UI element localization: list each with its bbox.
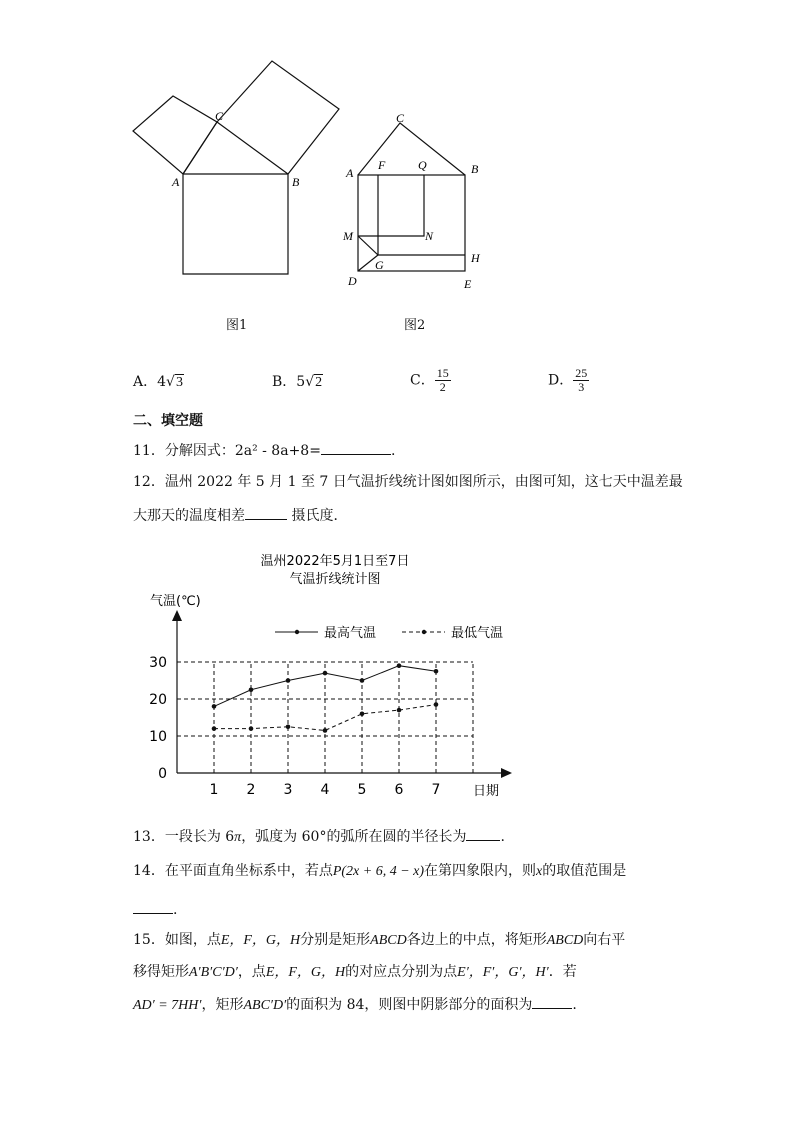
fig2-label-b: B [471,162,479,176]
data-point [286,678,291,683]
fig2-label-f: F [378,158,386,172]
chart-x-label: 日期 [473,784,500,799]
fig2-label-c: C [396,111,405,125]
data-point [397,708,402,713]
figure-1 [120,50,360,290]
question-15-line2: 移得矩形A′B′C′D′，点E，F，G，H的对应点分别为点E′，F′，G′，H′．若 [133,964,577,980]
x-tick-label: 2 [246,782,256,798]
fig2-label-n: N [425,229,434,243]
choice-b: B．5√2 [272,374,323,390]
x-tick-label: 6 [394,782,404,798]
chart-y-label: 气温(℃) [150,594,201,609]
data-point [360,678,365,683]
fig1-square-ab [183,174,288,274]
question-12-line1: 12．温州 2022 年 5 月 1 至 7 日气温折线统计图如图所示，由图可知，这七天中温差最 [133,474,683,490]
data-point [249,726,254,731]
answer-blank[interactable] [245,505,287,520]
choice-a: A．4√3 [133,374,183,390]
fig2-label-h: H [471,251,480,265]
data-point [434,669,439,674]
grid [177,662,473,773]
question-15-line3: AD′ = 7HH′，矩形ABC′D′的面积为 84，则图中阴影部分的面积为 . [133,994,577,1016]
fig2-label-g: G [375,258,384,272]
x-tick-label: 7 [431,782,441,798]
legend-max: 最高气温 [324,626,377,641]
fig1-square-bc [217,61,339,174]
y-tick-label: 10 [149,729,167,745]
fig2-label-d: D [348,274,357,288]
y-tick-label: 20 [149,692,167,708]
fig1-label-c: C [215,109,224,123]
x-axis-arrow [501,768,512,778]
tick-labels [149,655,440,798]
x-tick-label: 1 [209,782,219,798]
question-15-line1: 15．如图，点E，F，G，H分别是矩形ABCD各边上的中点，将矩形ABCD向右平 [133,932,626,948]
figure-2 [340,105,500,295]
legend-min: 最低气温 [451,626,504,641]
chart-title-line2: 气温折线统计图 [289,572,381,587]
y-tick-label: 0 [158,766,167,782]
data-point [360,712,365,717]
answer-blank[interactable] [532,994,572,1009]
data-point [212,726,217,731]
answer-blank[interactable] [466,826,500,841]
data-point [212,704,217,709]
fig1-label-b: B [292,175,300,189]
legend [275,625,503,641]
y-tick-label: 30 [149,655,167,671]
data-point [323,671,328,676]
answer-blank[interactable] [321,440,391,455]
fig1-square-ac [133,96,217,174]
chart-title-line1: 温州2022年5月1日至7日 [260,554,410,569]
y-axis-arrow [172,610,182,621]
x-tick-label: 3 [283,782,293,798]
fig1-label-a: A [172,175,180,189]
data-point [397,663,402,668]
choice-c: C． $\frac{15}{2}$ [410,366,449,394]
x-tick-label: 4 [320,782,330,798]
data-point [323,728,328,733]
x-tick-label: 5 [357,782,367,798]
question-14: 14．在平面直角坐标系中，若点P(2x + 6, 4 − x)在第四象限内，则x的取值范围是 [133,863,627,879]
answer-blank[interactable] [133,899,173,914]
fig2-label-a: A [346,166,354,180]
temperature-line-chart [140,548,530,803]
data-point [249,687,254,692]
question-11: 11．分解因式：2a² - 8a+8= . [133,440,395,461]
figure-1-caption: 图1 [226,318,248,333]
question-13: 13．一段长为 6π，弧度为 60°的弧所在圆的半径长为 . [133,826,505,848]
data-point [286,724,291,729]
question-14-answer: . [133,899,177,920]
fig2-label-q: Q [418,158,427,172]
fig2-label-m: M [343,229,353,243]
data-point [434,702,439,707]
choice-d: D． $\frac{25}{3}$ [548,366,588,394]
fig2-square [358,175,465,271]
section-title: 二、填空题 [133,413,203,429]
figure-2-caption: 图2 [404,318,426,333]
fig2-label-e: E [464,277,472,291]
question-12-line2: 大那天的温度相差 摄氏度． [133,505,347,526]
